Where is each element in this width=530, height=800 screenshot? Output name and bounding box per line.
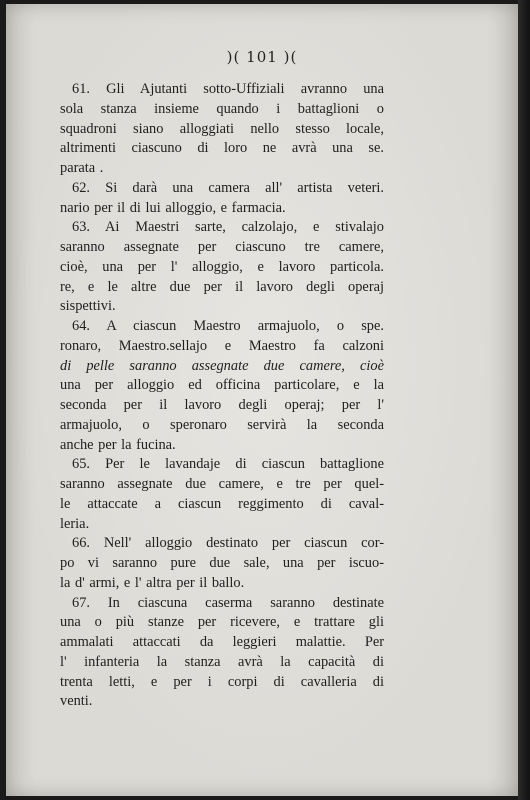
text-line: 61. Gli Ajutanti sotto-Uffiziali avranno una (72, 81, 384, 97)
paragraph-64 (60, 317, 384, 455)
book-edge-shadow (518, 0, 530, 800)
page-header (6, 48, 518, 66)
text-line: 66. Nell' alloggio destinato per ciascun cor- (72, 535, 384, 552)
text-line: 65. Per le lavandaje di ciascun battaglione (72, 456, 384, 473)
paragraph-66 (60, 534, 384, 593)
right-ornament: )( (283, 48, 298, 66)
text-line: la d' armi, e l' altra per il ballo. (60, 574, 245, 591)
text-line: seconda per il lavoro degli operaj; per l' (60, 397, 384, 413)
text-line: di pelle saranno assegnate due camere, cioè (60, 357, 384, 374)
text-line: saranno assegnate due camere, e tre per quel- (60, 476, 384, 492)
text-line: venti. (60, 693, 93, 710)
text-line: una o più stanze per ricevere, e trattare gli (60, 614, 384, 631)
paragraph-65 (60, 455, 384, 534)
text-line: altrimenti ciascuno di loro ne avrà una se. (60, 140, 384, 157)
text-line: 63. Ai Maestri sarte, calzolajo, e stivalajo (72, 219, 384, 236)
text-line: sola stanza insieme quando i battaglioni o (60, 100, 384, 117)
text-line: una per alloggio ed officina particolare, e la (60, 377, 384, 394)
text-line: parata . (60, 160, 104, 176)
paragraph-61 (60, 80, 384, 179)
text-line: po vi saranno pure due sale, una per iscuo- (60, 555, 384, 571)
page-body (60, 80, 384, 712)
text-line: 62. Si darà una camera all' artista veteri. (72, 179, 384, 196)
text-line: ronaro, Maestro.sellajo e Maestro fa calzoni (60, 337, 384, 354)
text-line: 67. In ciascuna caserma saranno destinate (72, 594, 384, 611)
book-page (6, 4, 518, 796)
text-line: squadroni siano alloggiati nello stesso locale, (60, 120, 384, 137)
text-line: trenta letti, e per i corpi di cavalleria di (60, 673, 384, 690)
text-line: saranno assegnate per ciascuno tre camere, (60, 239, 384, 255)
text-line: re, e le altre due per il lavoro degli operaj (60, 278, 384, 295)
text-line: cioè, una per l' alloggio, e lavoro particola. (60, 258, 384, 275)
text-line: nario per il di lui alloggio, e farmacia. (60, 199, 286, 216)
page-number: 101 (246, 48, 278, 66)
text-line: ammalati attaccati da leggieri malattie. Per (60, 634, 384, 650)
text-line: 64. A ciascun Maestro armajuolo, o spe. (72, 318, 384, 334)
paragraph-63 (60, 218, 384, 317)
text-line: armajuolo, o speronaro servirà la seconda (60, 416, 384, 433)
text-line: anche per la fucina. (60, 436, 176, 453)
text-line: sispettivi. (60, 298, 116, 315)
text-line: leria. (60, 515, 90, 532)
text-line: le attaccate a ciascun reggimento di caval- (60, 495, 384, 512)
text-line: l' infanteria la stanza avrà la capacità di (60, 653, 384, 670)
left-ornament: )( (226, 48, 241, 66)
paragraph-62 (60, 179, 384, 219)
paragraph-67 (60, 594, 384, 713)
